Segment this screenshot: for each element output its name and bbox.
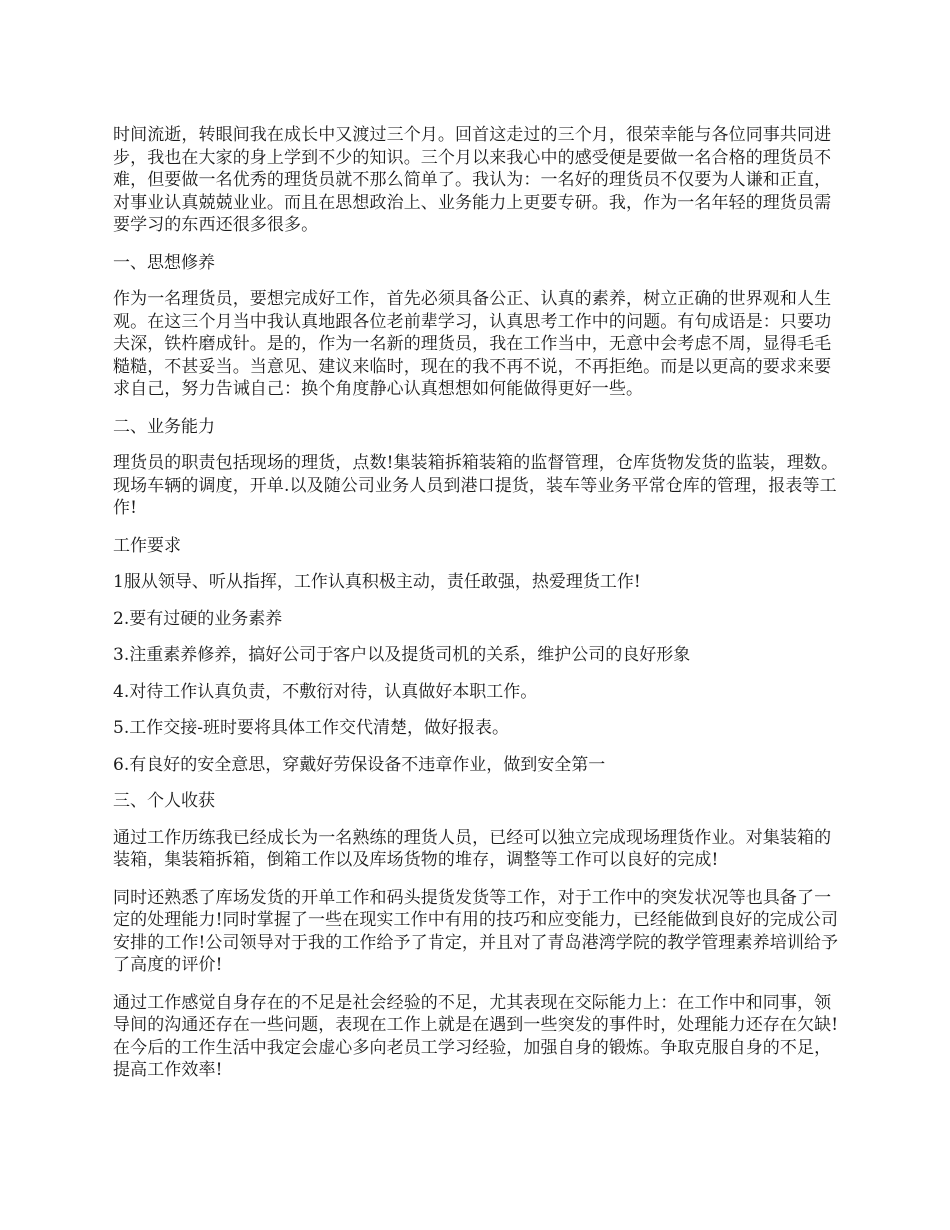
requirement-item: 2.要有过硬的业务素养 [113, 608, 283, 629]
requirement-item: 5.工作交接-班时要将具体工作交代清楚，做好报表。 [113, 718, 509, 738]
requirement-item: 4.对待工作认真负责，不敷衍对待，认真做好本职工作。 [113, 681, 538, 702]
section-heading-gains: 三、个人收获 [113, 791, 215, 811]
gains-paragraph: 通过工作感觉自身存在的不足是社会经验的不足，尤其表现在交际能力上：在工作中和同事，领导间的沟通还存在一些问题，表现在工作上就是在遇到一些突发的事件时，处理能力还存在欠缺!在今后的工作生活中我定会虚心多向老员工学习经验，加强自身的锻炼。争取克服自身的不足，提高工作效率! [113, 992, 839, 1080]
requirement-item: 3.注重素养修养，搞好公司于客户以及提货司机的关系，维护公司的良好形象 [113, 645, 691, 665]
ideology-paragraph: 作为一名理货员，要想完成好工作，首先必须具备公正、认真的素养，树立正确的世界观和人生观。在这三个月当中我认真地跟各位老前辈学习，认真思考工作中的问题。有句成语是：只要功夫深，铁杵磨成针。是的，作为一名新的理货员，我在工作当中，无意中会考虑不周，显得毛毛糙糙，不甚妥当。当意见、建议来临时，现在的我不再不说，不再拒绝。而是以更高的要求来要求自己，努力告诫自己：换个角度静心认真想想如何能做得更好一些。 [113, 289, 832, 399]
intro-paragraph: 时间流逝，转眼间我在成长中又渡过三个月。回首这走过的三个月，很荣幸能与各位同事共同进步，我也在大家的身上学到不少的知识。三个月以来我心中的感受便是要做一名合格的理货员不难，但要做一名优秀的理货员就不那么简单了。我认为：一名好的理货员不仅要为人谦和正直，对事业认真兢兢业业。而且在思想政治上、业务能力上更要专研。我，作为一名年轻的理货员需要学习的东西还很多很多。 [113, 125, 832, 235]
requirement-item: 6.有良好的安全意思，穿戴好劳保设备不违章作业，做到安全第一 [113, 754, 606, 775]
document-body [113, 124, 841, 1097]
requirement-item: 1服从领导、听从指挥，工作认真积极主动，责任敢强，热爱理货工作! [113, 572, 641, 592]
gains-paragraph: 同时还熟悉了库场发货的开单工作和码头提货发货等工作，对于工作中的突发状况等也具备了一定的处理能力!同时掌握了一些在现实工作中有用的技巧和应变能力，已经能做到良好的完成公司安排的工作!公司领导对于我的工作给予了肯定，并且对了青岛港湾学院的教学管理素养培训给予了高度的评价! [113, 887, 839, 975]
section-heading-ideology: 一、思想修养 [113, 252, 215, 273]
section-heading-business: 二、业务能力 [113, 416, 215, 437]
business-paragraph: 理货员的职责包括现场的理货，点数!集装箱拆箱装箱的监督管理，仓库货物发货的监装，理数。现场车辆的调度，开单.以及随公司业务人员到港口提货，装车等业务平常仓库的管理，报表等工作! [113, 453, 839, 518]
requirements-heading: 工作要求 [113, 535, 181, 556]
gains-paragraph: 通过工作历练我已经成长为一名熟练的理货人员，已经可以独立完成现场理货作业。对集装箱的装箱，集装箱拆箱，倒箱工作以及库场货物的堆存，调整等工作可以良好的完成! [113, 827, 832, 870]
